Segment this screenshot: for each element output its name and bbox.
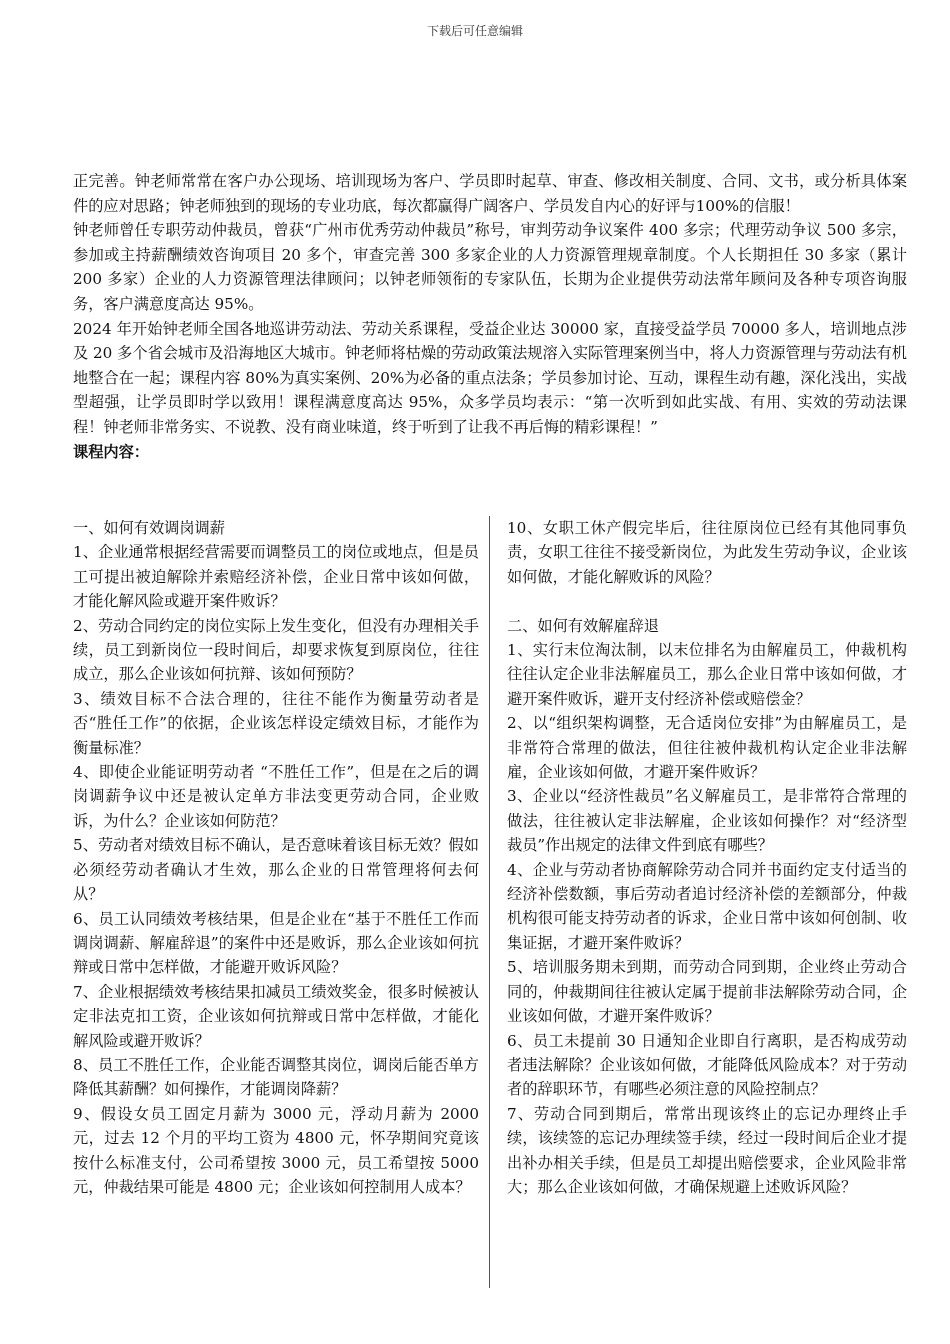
intro-section bbox=[73, 169, 907, 464]
list-item: 2、劳动合同约定的岗位实际上发生变化，但没有办理相关手续，员工到新岗位一段时间后，却要求恢复到原岗位，往往成立，那么企业该如何抗辩、该如何预防？ bbox=[73, 616, 479, 684]
list-item: 1、实行末位淘汰制，以末位排名为由解雇员工，仲裁机构往往认定企业非法解雇员工，那么企业日常中该如何做，才避开案件败诉，避开支付经济补偿或赔偿金？ bbox=[507, 641, 907, 708]
list-item: 10、女职工休产假完毕后，往往原岗位已经有其他同事负责，女职工往往不接受新岗位，为此发生劳动争议，企业该如何做，才能化解败诉的风险？ bbox=[507, 519, 907, 586]
list-item: 5、劳动者对绩效目标不确认，是否意味着该目标无效？假如必须经劳动者确认才生效，那么企业的日常管理将何去何从？ bbox=[73, 836, 479, 904]
right-column bbox=[507, 516, 907, 1199]
list-item: 5、培训服务期未到期，而劳动合同到期，企业终止劳动合同的，仲裁期间往往被认定属于提前非法解除劳动合同，企业该如何做，才避开案件败诉？ bbox=[507, 958, 907, 1026]
intro-paragraph: 正完善。钟老师常常在客户办公现场、培训现场为客户、学员即时起草、审查、修改相关制度、合同、文书，或分析具体案件的应对思路；钟老师独到的现场的专业功底，每次都赢得广阔客户、学员发自内心的好评与100%的信服！ bbox=[73, 172, 907, 215]
list-item: 1、企业通常根据经营需要而调整员工的岗位或地点，但是员工可提出被迫解除并索赔经济补偿，企业日常中该如何做，才能化解风险或避开案件败诉？ bbox=[73, 543, 479, 611]
header-note: 下载后可任意编辑 bbox=[426, 24, 523, 38]
list-item: 9、假设女员工固定月薪为 3000 元，浮动月薪为 2000 元，过去 12 个月的平均工资为 4800 元，怀孕期间究竟该按什么标准支付，公司希望按 3000 元，员工希望按 5000 元，仲裁结果可能是 4800 元；企业该如何控制用人成本？ bbox=[73, 1104, 479, 1196]
course-content-columns bbox=[73, 516, 907, 1288]
course-content-heading: 课程内容： bbox=[73, 442, 149, 461]
list-item: 7、企业根据绩效考核结果扣减员工绩效奖金，很多时候被认定非法克扣工资，企业该如何抗辩或日常中怎样做，才能化解风险或避开败诉？ bbox=[73, 982, 479, 1050]
section-heading: 一、如何有效调岗调薪 bbox=[73, 519, 225, 537]
list-item: 4、即使企业能证明劳动者 “不胜任工作”，但是在之后的调岗调薪争议中还是被认定单方非法变更劳动合同，企业败诉，为什么？企业该如何防范？ bbox=[73, 763, 479, 830]
list-item: 7、劳动合同到期后，常常出现该终止的忘记办理终止手续，该续签的忘记办理续签手续，经过一段时间后企业才提出补办相关手续，但是员工却提出赔偿要求，企业风险非常大；那么企业该如何做，才确保规避上述败诉风险？ bbox=[507, 1104, 907, 1196]
intro-paragraph: 2024 年开始钟老师全国各地巡讲劳动法、劳动关系课程，受益企业达 30000 家，直接受益学员 70000 多人，培训地点涉及 20 多个省会城市及沿海地区大城市。钟老师将枯燥的劳动政策法规溶入实际管理案例当中，将人力资源管理与劳动法有机地整合在一起；课程内容 80%为真实案例、20%为必备的重点法条；学员参加讨论、互动，课程生动有趣，深化浅出，实战型超强，让学员即时学以致用！课程满意度高达 95%，众多学员均表示：“第一次听到如此实战、有用、实效的劳动法课程！钟老师非常务实、不说教、没有商业味道，终于听到了让我不再后悔的精彩课程！” bbox=[73, 319, 907, 436]
section-heading: 二、如何有效解雇辞退 bbox=[507, 616, 659, 635]
list-item: 2、以“组织架构调整，无合适岗位安排”为由解雇员工，是非常符合常理的做法，但往往被仲裁机构认定企业非法解雇，企业该如何做，才避开案件败诉？ bbox=[507, 714, 907, 782]
column-divider bbox=[489, 516, 490, 1288]
list-item: 3、企业以“经济性裁员”名义解雇员工，是非常符合常理的做法，往往被认定非法解雇，企业该如何操作？对“经济型裁员”作出规定的法律文件到底有哪些？ bbox=[507, 787, 907, 855]
list-item: 3、绩效目标不合法合理的，往往不能作为衡量劳动者是否“胜任工作”的依据，企业该怎样设定绩效目标，才能作为衡量标准？ bbox=[73, 689, 479, 757]
blank-line bbox=[507, 589, 907, 613]
list-item: 6、员工未提前 30 日通知企业即自行离职，是否构成劳动者违法解除？企业该如何做，才能降低风险成本？对于劳动者的辞职环节，有哪些必须注意的风险控制点？ bbox=[507, 1031, 907, 1099]
list-item: 4、企业与劳动者协商解除劳动合同并书面约定支付适当的经济补偿数额，事后劳动者追讨经济补偿的差额部分，仲裁机构很可能支持劳动者的诉求，企业日常中该如何创制、收集证据，才避开案件败诉？ bbox=[507, 860, 907, 952]
list-item: 8、员工不胜任工作，企业能否调整其岗位，调岗后能否单方降低其薪酬？如何操作，才能调岗降薪？ bbox=[73, 1055, 479, 1099]
left-column bbox=[73, 516, 479, 1199]
intro-paragraph: 钟老师曾任专职劳动仲裁员，曾获“广州市优秀劳动仲裁员”称号，审判劳动争议案件 400 多宗；代理劳动争议 500 多宗，参加或主持薪酬绩效咨询项目 20 多个，审查完善 300 多家企业的人力资源管理规章制度。个人长期担任 30 多家（累计 200 多家）企业的人力资源管理法律顾问；以钟老师领衔的专家队伍，长期为企业提供劳动法常年顾问及各种专项咨询服务，客户满意度高达 95%。 bbox=[73, 221, 907, 313]
list-item: 6、员工认同绩效考核结果，但是企业在“基于不胜任工作而调岗调薪、解雇辞退”的案件中还是败诉，那么企业该如何抗辩或日常中怎样做，才能避开败诉风险？ bbox=[73, 909, 479, 977]
